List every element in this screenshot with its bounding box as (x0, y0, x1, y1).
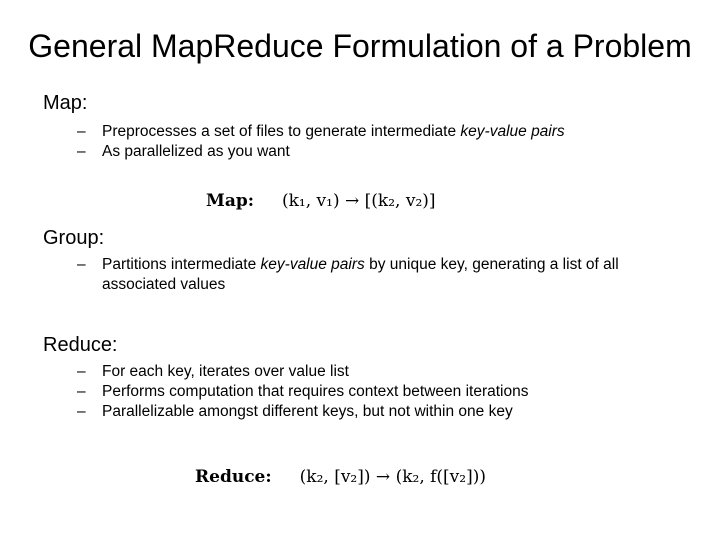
reduce-bullet-context (77, 382, 692, 402)
dash-marker: – (77, 403, 86, 420)
dash-marker: – (77, 123, 86, 140)
reduce-formula (195, 465, 486, 489)
bullet-text: Preprocesses a set of files to generate intermediate (102, 123, 461, 140)
bullet-text: Performs computation that requires context between iterations (102, 383, 529, 400)
reduce-bullet-iterate (77, 362, 692, 382)
dash-marker: – (77, 383, 86, 400)
bullet-emphasis: key-value pairs (260, 256, 365, 273)
group-bullet-partition (77, 255, 692, 295)
reduce-bullet-keys (77, 402, 692, 422)
dash-marker: – (77, 256, 86, 273)
map-formula (206, 189, 436, 213)
map-formula-label: Map: (206, 191, 254, 211)
bullet-text: As parallelized as you want (102, 143, 290, 160)
reduce-heading: Reduce: (43, 334, 118, 356)
map-bullet-preprocess (77, 122, 692, 142)
reduce-formula-expression: (k₂, [v₂]) → (k₂, f([v₂])) (299, 467, 486, 487)
bullet-text: Partitions intermediate (102, 256, 261, 273)
bullet-text: For each key, iterates over value list (102, 363, 349, 380)
group-heading: Group: (43, 227, 105, 249)
reduce-bullet-list (77, 362, 692, 422)
slide-title: General MapReduce Formulation of a Problem (28, 28, 692, 64)
map-bullet-list (77, 122, 692, 162)
bullet-emphasis: key-value pairs (460, 123, 565, 140)
dash-marker: – (77, 363, 86, 380)
map-formula-expression: (k₁, v₁) → [(k₂, v₂)] (282, 191, 436, 211)
dash-marker: – (77, 143, 86, 160)
map-heading: Map: (43, 92, 88, 114)
reduce-formula-label: Reduce: (195, 467, 272, 487)
bullet-text: Parallelizable amongst different keys, but not within one key (102, 403, 513, 420)
bullet-text-end: by unique key, generating a list of all associated values (102, 256, 619, 293)
group-bullet-list (77, 255, 692, 295)
map-bullet-parallel (77, 142, 692, 162)
